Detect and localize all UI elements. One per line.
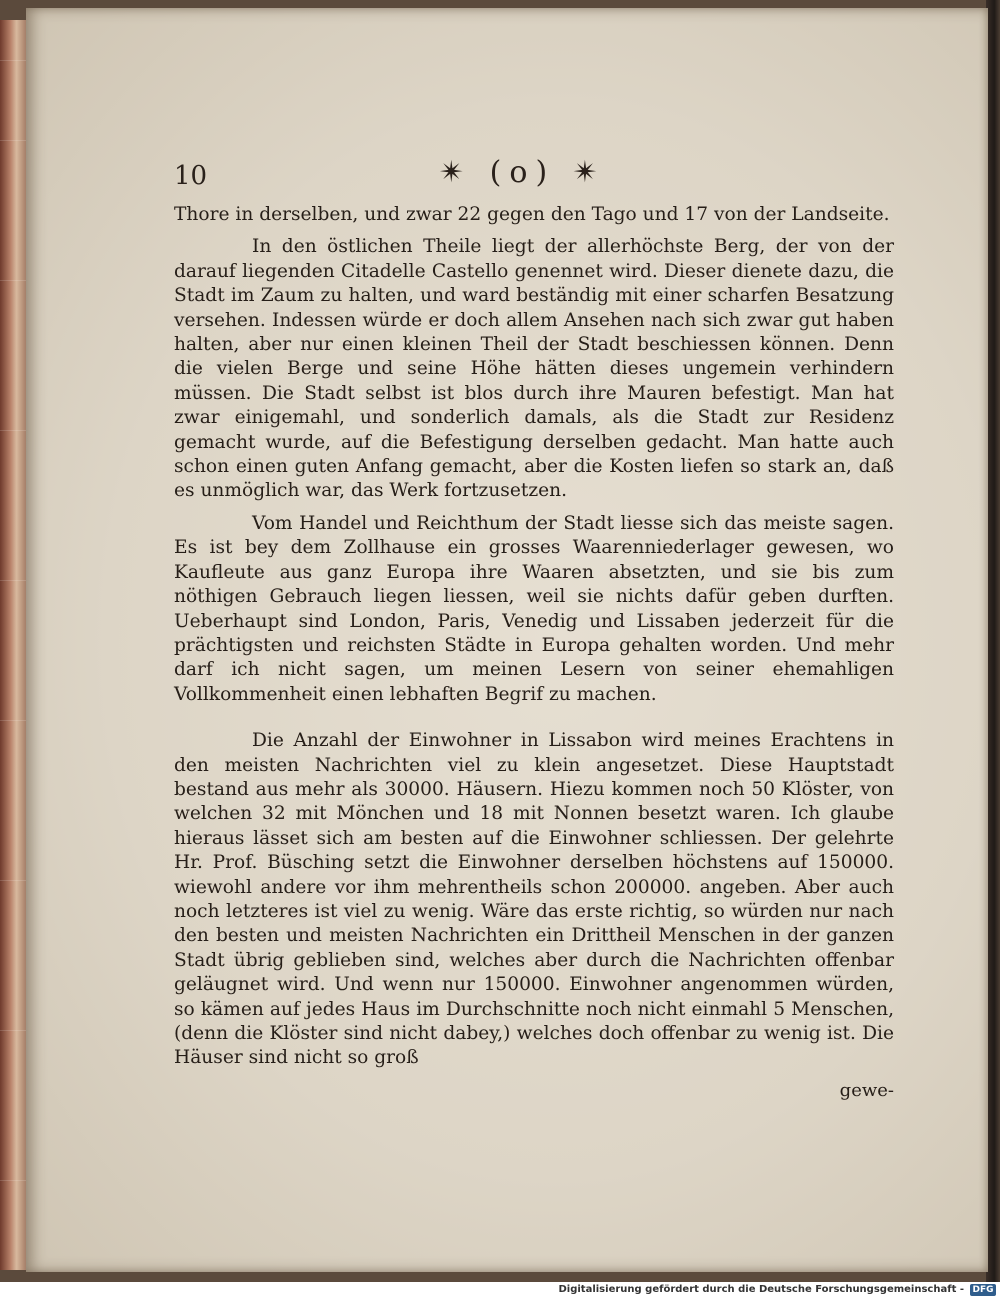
- book-page: [26, 8, 988, 1272]
- footer-credit: Digitalisierung gefördert durch die Deutsche Forschungsgemeinschaft -: [558, 1284, 964, 1295]
- page-number: 10: [174, 161, 208, 191]
- paragraph-4: Die Anzahl der Einwohner in Lissabon wird meines Erachtens in den meisten Nachrichten viel zu klein angesetzet. Diese Hauptstadt bestand aus mehr als 30000. Häusern. Hiezu kommen noch 50 Klöster, von welchen 32 mit Mönchen und 18 mit Nonnen besetzt waren. Ich glaube hieraus lässet sich am besten auf die Einwohner schliessen. Der gelehrte Hr. Prof. Büsching setzt die Einwohner derselben höchstens auf 150000. wiewohl andere vor ihm mehrentheils schon 200000. angeben. Aber auch noch letzteres ist viel zu wenig. Wäre das erste richtig, so würden nur nach den besten und meisten Nachrichten ein Drittheil Menschen in der ganzen Stadt übrig geblieben sind, welches aber durch die Nachrichten offenbar geläugnet wird. Und wenn nur 150000. Einwohner angenommen würden, so kämen auf jedes Haus im Durchschnitte noch nicht einmahl 5 Menschen, (denn die Klöster sind nicht dabey,) welches doch offenbar zu wenig ist. Die Häuser sind nicht so groß: [174, 730, 894, 1069]
- digitization-footer: [0, 1282, 1000, 1298]
- body-text: [174, 203, 894, 1103]
- dfg-logo-icon: DFG: [970, 1284, 996, 1296]
- paragraph-2: In den östlichen Theile liegt der allerhöchste Berg, der von der darauf liegenden Citadelle Castello genennet wird. Dieser dienete dazu, die Stadt im Zaum zu halten, und ward beständig mit einer scharfen Besatzung versehen. Indessen würde er doch allem Ansehen nach sich zwar gut haben halten, aber nur einen kleinen Theil der Stadt beschiessen können. Denn die vielen Berge und seine Höhe hätten dieses ungemein verhindern müssen. Die Stadt selbst ist blos durch ihre Mauren befestigt. Man hat zwar einigemahl, und sonderlich damals, als die Stadt zur Residenz gemacht wurde, auf die Befestigung derselben gedacht. Man hatte auch schon einen guten Anfang gemacht, aber die Kosten liefen so stark an, daß es unmöglich war, das Werk fortzusetzen.: [174, 236, 894, 502]
- paragraph-1: Thore in derselben, und zwar 22 gegen den Tago und 17 von der Landseite.: [174, 204, 890, 225]
- page-content: [174, 153, 894, 1103]
- book-cover-edge: [986, 0, 1000, 1282]
- paragraph-3: Vom Handel und Reichthum der Stadt liesse sich das meiste sagen. Es ist bey dem Zollhause ein grosses Waarenniederlager gewesen, wo Kaufleute aus ganz Europa ihre Waaren absetzten, und sie bis zum nöthigen Gebrauch liegen liessen, weil sie nichts dafür geben durften. Ueberhaupt sind London, Paris, Venedig und Lissaben jederzeit für die prächtigsten und reichsten Städte in Europa gehalten worden. Und mehr darf ich nicht sagen, um meinen Lesern von seiner ehemahligen Vollkommenheit einen lebhaften Begrif zu machen.: [174, 512, 894, 705]
- running-head-ornament: ✴ (o) ✴: [439, 155, 606, 190]
- catchword: gewe-: [839, 1079, 894, 1101]
- page-header: [174, 153, 894, 203]
